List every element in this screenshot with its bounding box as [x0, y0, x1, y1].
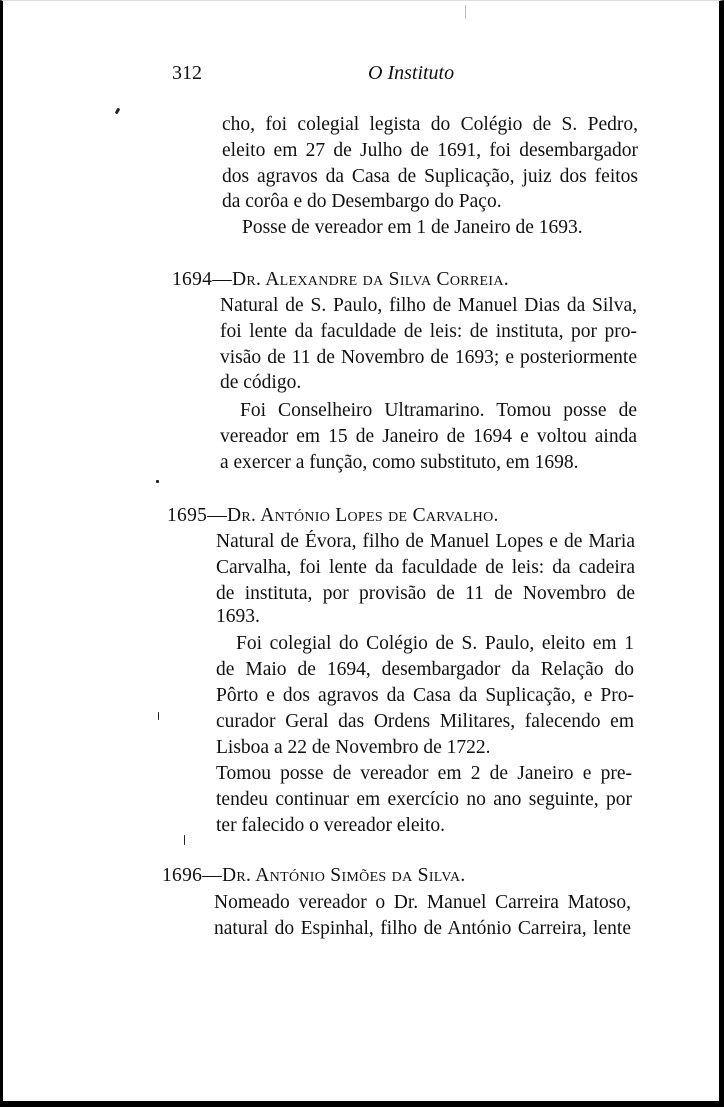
entry-1695-line-12: ter falecido o vereador eleito.: [216, 815, 446, 836]
entry-1694-line-7: a exercer a função, como substituto, em 1698.: [220, 452, 579, 473]
entry-1695-line-6: de Maio de 1694, desembargador da Relação do: [216, 659, 634, 680]
running-title: O Instituto: [368, 62, 455, 84]
entry-1695-line-1: Natural de Évora, filho de Manuel Lopes e de Maria: [216, 531, 635, 552]
scan-speck: [184, 835, 185, 845]
scan-speck: [465, 5, 466, 19]
entry-1695-line-3: de instituta, por provisão de 11 de Novembro de: [216, 583, 635, 604]
continuation-line-2: eleito em 27 de Julho de 1691, foi desembargador: [222, 140, 638, 161]
continuation-line-5: Posse de vereador em 1 de Janeiro de 1693.: [242, 217, 583, 238]
scan-speck: [158, 712, 159, 720]
entry-1695-line-8: curador Geral das Ordens Militares, falecendo em: [216, 711, 634, 732]
entry-1695-line-10: Tomou posse de vereador em 2 de Janeiro e pre-: [216, 763, 632, 784]
entry-1694-line-6: vereador em 15 de Janeiro de 1694 e voltou ainda: [220, 426, 637, 447]
entry-1695-line-7: Pôrto e dos agravos da Casa da Suplicação, e Pro-: [216, 685, 634, 706]
continuation-line-1: cho, foi colegial legista do Colégio de S. Pedro,: [222, 114, 638, 135]
entry-1696-line-1: Nomeado vereador o Dr. Manuel Carreira Matoso,: [214, 892, 631, 913]
entry-1694-line-5: Foi Conselheiro Ultramarino. Tomou posse de: [240, 400, 637, 421]
entry-1694-line-3: visão de 11 de Novembro de 1693; e posteriormente: [220, 347, 637, 368]
continuation-line-3: dos agravos da Casa de Suplicação, juiz dos feitos: [222, 166, 638, 187]
entry-1695-line-5: Foi colegial do Colégio de S. Paulo, eleito em 1: [236, 633, 634, 654]
page-number: 312: [172, 62, 202, 84]
entry-1695-line-11: tendeu continuar em exercício no ano seguinte, por: [216, 789, 632, 810]
continuation-line-4: da corôa e do Desembargo do Paço.: [222, 191, 502, 212]
entry-1695-line-9: Lisboa a 22 de Novembro de 1722.: [216, 737, 491, 758]
entry-heading-1694: 1694—Dr. Alexandre da Silva Correia.: [172, 269, 509, 290]
entry-heading-1695: 1695—Dr. António Lopes de Carvalho.: [167, 505, 499, 526]
entry-1694-line-4: de código.: [220, 372, 302, 393]
entry-1695-line-2: Carvalha, foi lente da faculdade de leis: da cadeira: [216, 557, 635, 578]
entry-heading-1696: 1696—Dr. António Simões da Silva.: [162, 865, 466, 886]
scan-speck: [156, 480, 159, 483]
entry-1695-line-4: 1693.: [216, 606, 260, 627]
entry-1696-line-2: natural do Espinhal, filho de António Carreira, lente: [214, 918, 631, 939]
entry-1694-line-2: foi lente da faculdade de leis: de instituta, por pro-: [220, 321, 637, 342]
entry-1694-line-1: Natural de S. Paulo, filho de Manuel Dias da Silva,: [220, 295, 637, 316]
